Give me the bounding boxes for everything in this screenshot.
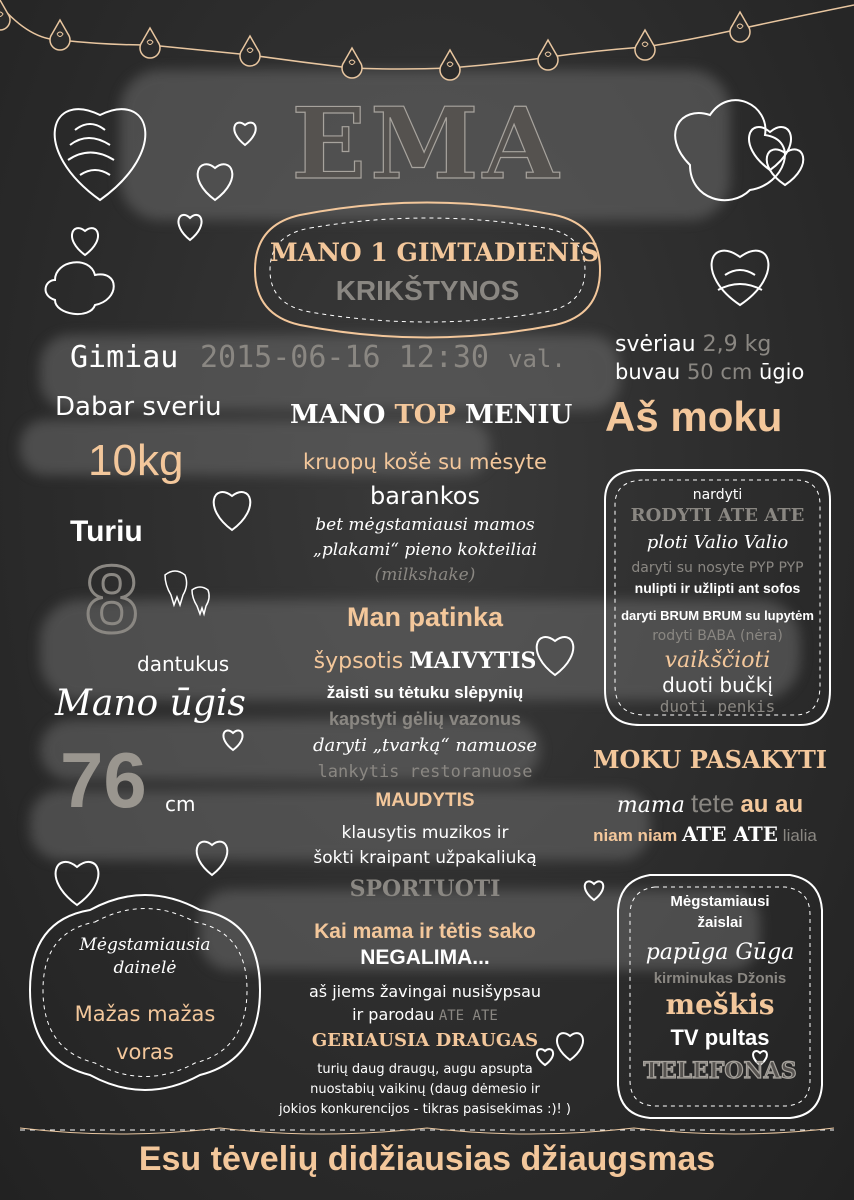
birth-height (615, 360, 804, 384)
birth-height-suffix: ūgio (759, 360, 805, 384)
weight-now-value: 10kg (88, 436, 184, 485)
likes-smile: šypsotis (313, 649, 404, 674)
say-row-2 (560, 822, 850, 846)
teeth-label: Turiu (70, 515, 143, 548)
skill-item-1: nardyti (692, 487, 743, 503)
rule-line-1: Kai mama ir tėtis sako (314, 920, 536, 943)
say-word-lialia: lialia (782, 826, 817, 845)
skill-item-9: duoti bučkį (662, 673, 773, 697)
rule-show: ir parodau (352, 1005, 435, 1024)
banner-frame (255, 203, 600, 338)
rule-line-2: NEGALIMA... (360, 946, 490, 969)
menu-item-5: (milkshake) (374, 565, 476, 585)
toy-item-5: TELEFONAS (643, 1058, 797, 1084)
likes-line-5: lankytis restoranuose (317, 762, 533, 782)
height-label: Mano ūgis (55, 683, 246, 724)
child-name-title: EMA (291, 87, 563, 202)
birth-date: 2015-06-16 12:30 (200, 340, 489, 375)
say-word-au: au au (740, 791, 804, 818)
menu-title-part-3: MENIU (465, 400, 573, 430)
friend-line-1: turių daug draugų, augu apsupta (317, 1062, 533, 1077)
toy-item-2: kirminukas Džonis (653, 970, 787, 987)
teeth-unit: dantukus (137, 652, 230, 676)
song-title-1: Mažas mažas (74, 1002, 216, 1026)
birth-height-value: 50 cm (686, 360, 753, 384)
menu-title (290, 400, 573, 430)
birth-weight-prefix: svėriau (615, 332, 696, 357)
menu-item-3: bet mėgstamiausi mamos (315, 515, 535, 535)
menu-item-1: kruopų košė su mėsyte (303, 450, 547, 474)
likes-line-4: daryti „tvarką“ namuose (312, 735, 538, 756)
skill-item-10: duoti penkis (659, 697, 776, 716)
banner-christening: KRIKŠTYNOS (335, 275, 520, 306)
skill-item-2: RODYTI ATE ATE (630, 505, 805, 526)
likes-title: Man patinka (346, 602, 504, 632)
likes-line-3: kapstyti gėlių vazonus (328, 709, 522, 729)
likes-line-9: SPORTUOTI (349, 876, 501, 902)
birth-weight-value: 2,9 kg (702, 332, 772, 357)
birth-height-prefix: buvau (615, 360, 681, 384)
say-row-1 (580, 788, 840, 819)
toy-item-4: TV pultas (670, 1025, 770, 1050)
menu-title-part-1: MANO (290, 400, 386, 430)
rule-bye: ATE ATE (438, 1008, 498, 1024)
string-lights (0, 0, 854, 80)
height-value: 76 (60, 736, 147, 824)
say-title: MOKU PASAKYTI (592, 745, 828, 774)
likes-line-1 (255, 648, 595, 674)
menu-item-2: barankos (370, 482, 480, 510)
likes-grimace: MAIVYTIS (409, 648, 537, 674)
menu-title-part-2: TOP (394, 400, 456, 430)
teeth-value: 8 (85, 546, 139, 653)
birth-time-unit: val. (508, 345, 566, 373)
skill-item-3: ploti Valio Valio (646, 532, 789, 553)
skill-item-7: rodyti BABA (nėra) (652, 628, 783, 644)
toy-item-1: papūga Gūga (645, 940, 795, 965)
footer-text: Esu tėvelių didžiausias džiaugsmas (138, 1140, 716, 1178)
height-unit: cm (165, 792, 196, 816)
toys-label-1: Mėgstamiausi (670, 893, 770, 910)
birth-label: Gimiau (70, 340, 179, 375)
likes-line-2: žaisti su tėtuku slėpynių (326, 683, 524, 702)
skill-item-4: daryti su nosyte PYP PYP (631, 560, 804, 576)
menu-item-4: „plakami“ pieno kokteiliai (313, 540, 537, 560)
toy-item-3: meškis (665, 988, 775, 1021)
skills-title: Aš moku (605, 393, 783, 440)
toys-label-2: žaislai (697, 914, 743, 931)
likes-line-8: šokti kraipant užpakaliuką (313, 848, 537, 868)
bottom-garland (20, 1128, 834, 1134)
likes-line-6: MAUDYTIS (375, 790, 475, 811)
weight-now-label: Dabar sveriu (55, 392, 222, 422)
song-label-1: Mėgstamiausia (79, 935, 211, 955)
song-title-2: voras (116, 1040, 174, 1064)
say-word-ate: ATE ATE (681, 822, 779, 846)
skill-item-6: daryti BRUM BRUM su lupytėm (621, 608, 814, 623)
likes-line-7: klausytis muzikos ir (341, 823, 509, 843)
say-word-niam: niam niam (593, 826, 678, 845)
friend-title: GERIAUSIA DRAUGAS (311, 1030, 539, 1051)
friend-line-2: nuostabių vaikinų (daug dėmesio ir (310, 1082, 540, 1097)
banner-birthday: MANO 1 GIMTADIENIS (270, 238, 599, 267)
song-label-2: dainelė (113, 958, 177, 978)
rule-line-3: aš jiems žavingai nusišypsau (308, 982, 542, 1001)
skill-item-8: vaikščioti (664, 648, 771, 673)
say-word-mama: mama (616, 793, 685, 818)
say-word-tete: tete (690, 788, 735, 818)
rule-line-4 (255, 1005, 595, 1025)
birth-weight (615, 332, 771, 357)
friend-line-3: jokios konkurencijos - tikras pasisekimas :)! ) (279, 1102, 571, 1117)
skill-item-5: nulipti ir užlipti ant sofos (634, 580, 801, 596)
